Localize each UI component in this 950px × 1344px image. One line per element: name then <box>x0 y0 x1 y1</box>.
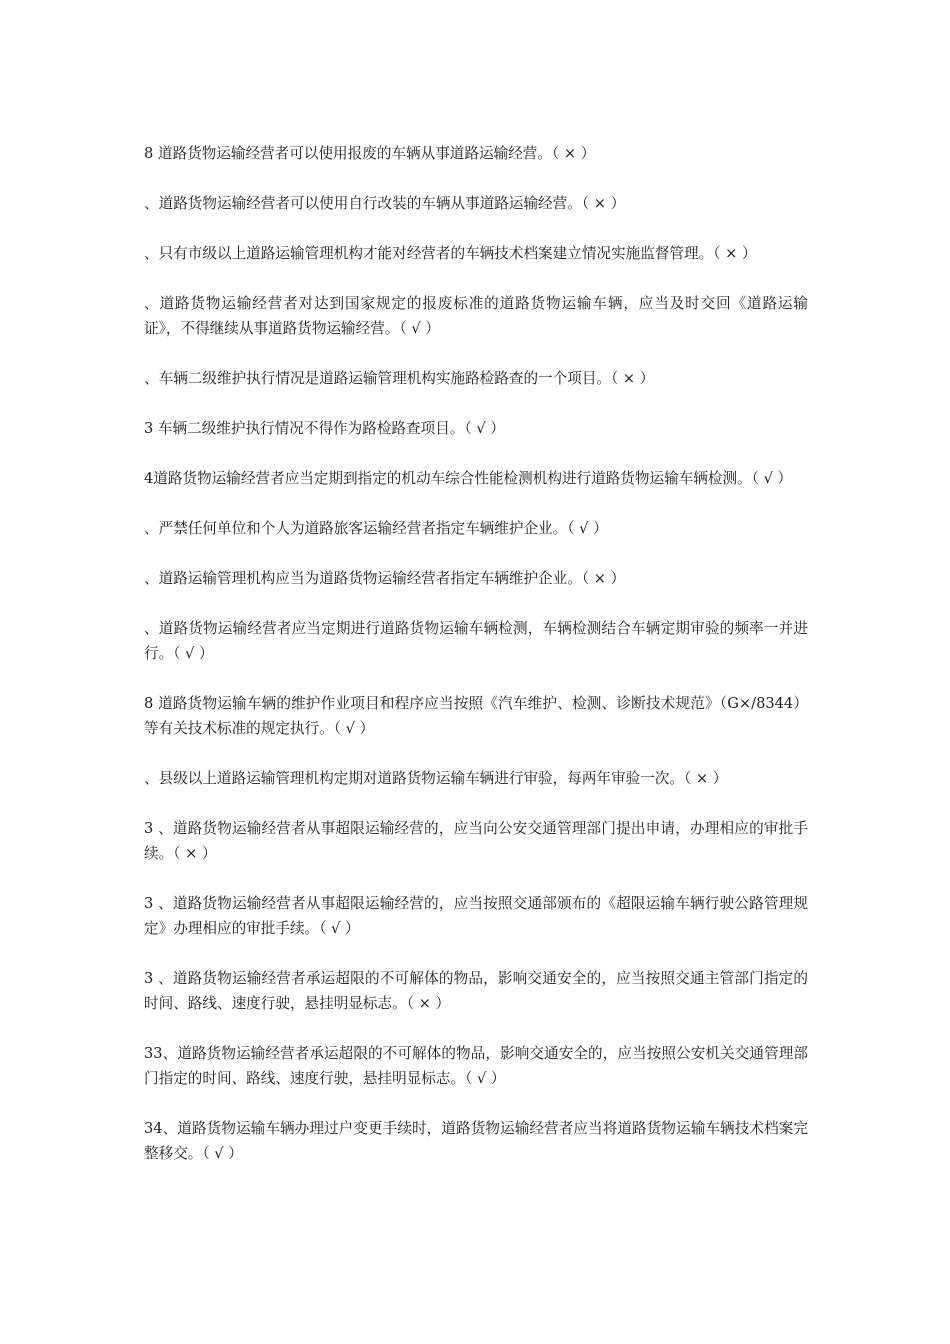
question-item: 、车辆二级维护执行情况是道路运输管理机构实施路检路查的一个项目。（ × ） <box>144 370 655 387</box>
question-item: 33、道路货物运输经营者承运超限的不可解体的物品，影响交通安全的，应当按照公安机关交通管理部门指定的时间、路线、速度行驶，悬挂明显标志。（ √ ） <box>144 1045 808 1087</box>
question-item: 8 道路货物运输车辆的维护作业项目和程序应当按照《汽车维护、检测、诊断技术规范》（G×/8344）等有关技术标准的规定执行。（ √ ） <box>144 695 808 737</box>
question-item: 、县级以上道路运输管理机构定期对道路货物运输车辆进行审验，每两年审验一次。（ × ） <box>144 770 728 787</box>
question-item: 8 道路货物运输经营者可以使用报废的车辆从事道路运输经营。（ × ） <box>144 145 596 162</box>
question-item: 、道路货物运输经营者可以使用自行改装的车辆从事道路运输经营。（ × ） <box>144 195 626 212</box>
question-item: 3 、道路货物运输经营者从事超限运输经营的，应当按照交通部颁布的《超限运输车辆行驶公路管理规定》办理相应的审批手续。（ √ ） <box>144 895 808 937</box>
question-item: 4道路货物运输经营者应当定期到指定的机动车综合性能检测机构进行道路货物运输车辆检测。（ √ ） <box>144 470 793 487</box>
document-body <box>144 141 808 1191</box>
question-item: 、道路运输管理机构应当为道路货物运输经营者指定车辆维护企业。（ × ） <box>144 570 626 587</box>
question-item: 、道路货物运输经营者对达到国家规定的报废标准的道路货物运输车辆，应当及时交回《道路运输证》，不得继续从事道路货物运输经营。（ √ ） <box>144 295 808 337</box>
question-item: 、只有市级以上道路运输管理机构才能对经营者的车辆技术档案建立情况实施监督管理。（ × ） <box>144 245 757 262</box>
question-item: 3 车辆二级维护执行情况不得作为路检路查项目。（ √ ） <box>144 420 505 437</box>
question-item: 3 、道路货物运输经营者从事超限运输经营的，应当向公安交通管理部门提出申请，办理相应的审批手续。（ × ） <box>144 820 808 862</box>
question-item: 、严禁任何单位和个人为道路旅客运输经营者指定车辆维护企业。（ √ ） <box>144 520 608 537</box>
question-item: 、道路货物运输经营者应当定期进行道路货物运输车辆检测，车辆检测结合车辆定期审验的频率一并进行。（ √ ） <box>144 620 808 662</box>
question-item: 3 、道路货物运输经营者承运超限的不可解体的物品，影响交通安全的，应当按照交通主管部门指定的时间、路线、速度行驶，悬挂明显标志。（ × ） <box>144 970 808 1012</box>
question-item: 34、道路货物运输车辆办理过户变更手续时，道路货物运输经营者应当将道路货物运输车辆技术档案完整移交。（ √ ） <box>144 1120 808 1162</box>
